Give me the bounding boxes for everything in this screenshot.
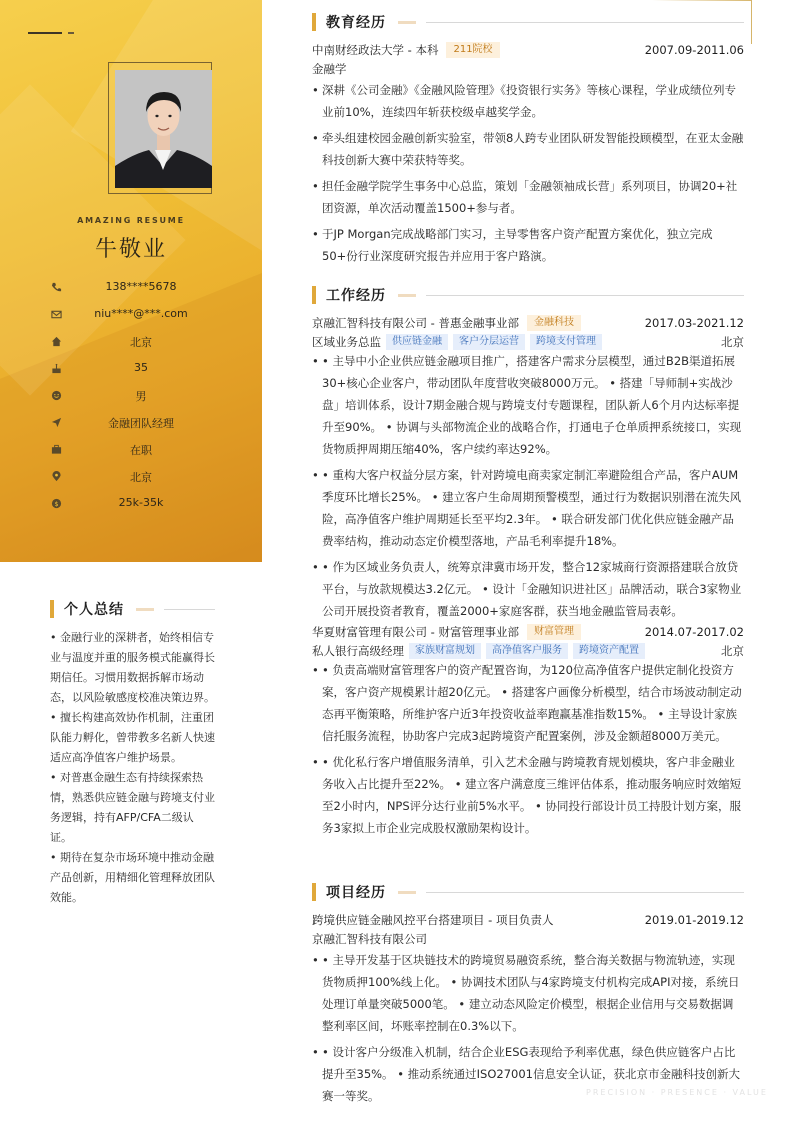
education-bullet: • 牵头组建校园金融创新实验室，带领8人跨专业团队研发智能投顾模型，在亚太金融科技创新大赛中荣获特等奖。 (312, 127, 744, 171)
section-header (50, 598, 215, 620)
location-icon (50, 470, 62, 482)
contact-info-list (48, 276, 238, 519)
education-entry-header (312, 40, 744, 60)
info-value: 25k-35k (118, 496, 164, 509)
section-rule (426, 892, 744, 893)
work-section (312, 284, 744, 843)
job-header (312, 622, 744, 642)
info-value: niu****@***.com (94, 307, 188, 320)
education-major: 金融学 (312, 61, 347, 76)
education-major-row (312, 60, 744, 77)
info-value: 138****5678 (105, 280, 177, 293)
job-role-row (312, 642, 744, 659)
education-period: 2007.09-2011.06 (644, 43, 744, 57)
job-bullet: • • 优化私行客户增值服务清单，引入艺术金融与跨境教育规划模块，客户非金融业务收入占比提升至22%。 • 建立客户满意度三维评估体系，推动服务响应时效缩短至2小时内，NPS评分达行业前5%水平。 • 协同投行部设计员工持股计划方案，服务3家拟上市企业完成股权激励架构设计。 (312, 751, 744, 839)
info-value: 北京 (130, 471, 152, 484)
phone-icon (50, 281, 62, 293)
info-row-age (48, 357, 238, 384)
section-header (312, 284, 744, 306)
decorative-lines (28, 32, 74, 34)
job-bullet: • • 负责高端财富管理客户的资产配置咨询，为120位高净值客户提供定制化投资方案，客户资产规模累计超20亿元。 • 搭建客户画像分析模型，结合市场波动制定动态再平衡策略，所维护客户近3年投资收益率跑赢基准指数15%。 • 主导设计家族信托服务流程，协助客户完成3起跨境资产配置案例，涉及金额超8000万美元。 (312, 659, 744, 747)
job-industry-tag: 财富管理 (527, 624, 581, 640)
job-bullet: • • 主导中小企业供应链金融项目推广，搭建客户需求分层模型，通过B2B渠道拓展30+核心企业客户，带动团队年度营收突破8000万元。 • 搭建「导师制+实战沙盘」培训体系，设计7期金融合规与跨境支付专题课程，团队新人6个月内达标率提升至90%。 • 协调与头部物流企业的战略合作，打通电子仓单质押系统接口，实现货物质押周期压缩40%，客户续约率达92%。 (312, 350, 744, 460)
skill-tag: 客户分层运营 (453, 334, 525, 350)
home-icon (50, 335, 62, 347)
section-dash (398, 294, 416, 297)
job-industry-tag: 金融科技 (527, 315, 581, 331)
projects-section (312, 881, 744, 1111)
skill-tag: 家族财富规划 (409, 643, 481, 659)
job-company: 京融汇智科技有限公司 - 普惠金融事业部 (312, 316, 519, 330)
education-bullet: • 于JP Morgan完成战略部门实习，主导零售客户资产配置方案优化，独立完成50+份行业深度研究报告并应用于客户路演。 (312, 223, 744, 267)
section-dash (398, 21, 416, 24)
project-name: 跨境供应链金融风控平台搭建项目 - 项目负责人 (312, 913, 554, 927)
section-title: 教育经历 (326, 15, 386, 31)
smile-icon (50, 389, 62, 401)
info-row-status (48, 438, 238, 465)
summary-list (50, 628, 215, 908)
resume-tagline: AMAZING RESUME (77, 216, 185, 225)
info-value: 男 (135, 390, 147, 403)
project-period: 2019.01-2019.12 (644, 913, 744, 927)
info-value: 北京 (130, 336, 152, 349)
project-company-row (312, 930, 744, 947)
job-city: 北京 (721, 334, 744, 349)
job-role: 私人银行高级经理 (312, 643, 404, 658)
svg-text:$: $ (53, 499, 59, 508)
education-bullet: • 深耕《公司金融》《金融风险管理》《投资银行实务》等核心课程，学业成绩位列专业前10%，连续四年斩获校级卓越奖学金。 (312, 79, 744, 123)
education-section (312, 11, 744, 271)
skill-tag: 高净值客户服务 (486, 643, 568, 659)
job-role: 区域业务总监 (312, 334, 381, 349)
project-bullet: • • 设计客户分级准入机制，结合企业ESG表现给予利率优惠，绿色供应链客户占比提升至35%。 • 推动系统通过ISO27001信息安全认证，获北京市金融科技创新大赛一等奖。 (312, 1041, 744, 1107)
summary-item: • 擅长构建高效协作机制，注重团队能力孵化，曾带教多名新人快速适应高净值客户维护场景。 (50, 711, 215, 764)
summary-item: • 对普惠金融生态有持续探索热情，熟悉供应链金融与跨境支付业务逻辑，持有AFP/CFA二级认证。 (50, 771, 215, 844)
mail-icon (50, 308, 62, 320)
briefcase-icon (50, 443, 62, 455)
footer-watermark: PRECISION · PRESENCE · VALUE (586, 1088, 768, 1097)
section-header (312, 881, 744, 903)
section-title: 个人总结 (64, 602, 124, 618)
section-rule (164, 609, 215, 610)
section-title: 项目经历 (326, 885, 386, 901)
info-row-position (48, 411, 238, 438)
info-value: 35 (134, 361, 148, 374)
summary-item: • 期待在复杂市场环境中推动金融产品创新，用精细化管理释放团队效能。 (50, 851, 215, 904)
section-rule (426, 295, 744, 296)
money-icon (50, 497, 62, 509)
send-icon (50, 416, 62, 428)
section-rule (426, 22, 744, 23)
cake-icon (50, 362, 62, 374)
skill-tag: 跨境支付管理 (530, 334, 602, 350)
profile-photo (115, 70, 212, 188)
job-bullet: • • 重构大客户权益分层方案，针对跨境电商卖家定制汇率避险组合产品，客户AUM季度环比增长25%。 • 建立客户生命周期预警模型，通过行为数据识别潜在流失风险，高净值客户维护周期延长至平均2.3年。 • 联合研发部门优化供应链金融产品费率结构，推动动态定价模型落地，产品毛利率提升18%。 (312, 464, 744, 552)
info-value: 在职 (130, 444, 152, 457)
job-bullets (312, 659, 744, 839)
project-company: 京融汇智科技有限公司 (312, 931, 427, 946)
job-company: 华夏财富管理有限公司 - 财富管理事业部 (312, 625, 519, 639)
info-row-location (48, 465, 238, 492)
school-name: 中南财经政法大学 - 本科 (312, 43, 439, 57)
project-bullets (312, 949, 744, 1107)
section-dash (136, 608, 154, 611)
section-header (312, 11, 744, 33)
section-dash (398, 891, 416, 894)
education-bullet: • 担任金融学院学生事务中心总监，策划「金融领袖成长营」系列项目，协调20+社团资源，单次活动覆盖1500+参与者。 (312, 175, 744, 219)
section-accent-bar (312, 286, 316, 304)
summary-item: • 金融行业的深耕者，始终相信专业与温度并重的服务模式能赢得长期信任。习惯用数据拆解市场动态，以风险敏感度校准决策边界。 (50, 631, 215, 704)
summary-section (50, 598, 215, 908)
job-header (312, 313, 744, 333)
info-row-phone (48, 276, 238, 303)
job-period: 2014.07-2017.02 (644, 625, 744, 639)
education-bullets (312, 79, 744, 267)
section-accent-bar (312, 883, 316, 901)
info-row-salary (48, 492, 238, 519)
job-period: 2017.03-2021.12 (644, 316, 744, 330)
job-role-row (312, 333, 744, 350)
skill-tag: 供应链金融 (386, 334, 448, 350)
section-accent-bar (50, 600, 54, 618)
info-row-home (48, 330, 238, 357)
info-value: 金融团队经理 (108, 417, 174, 430)
skill-tag: 跨境资产配置 (573, 643, 645, 659)
candidate-name: 牛敬业 (94, 237, 167, 262)
job-city: 北京 (721, 643, 744, 658)
project-bullet: • • 主导开发基于区块链技术的跨境贸易融资系统，整合海关数据与物流轨迹，实现货物质押100%线上化。 • 协调技术团队与4家跨境支付机构完成API对接，系统日处理订单量突破5000笔。 • 建立动态风险定价模型，根据企业信用与交易数据调整利率区间，坏账率控制在0.3%以下。 (312, 949, 744, 1037)
info-row-email (48, 303, 238, 330)
job-bullets (312, 350, 744, 622)
info-row-gender (48, 384, 238, 411)
profile-panel (0, 0, 262, 562)
section-title: 工作经历 (326, 288, 386, 304)
job-bullet: • • 作为区域业务负责人，统筹京津冀市场开发，整合12家城商行资源搭建联合放贷平台，与放款规模达3.2亿元。 • 设计「金融知识进社区」品牌活动，联合3家物业公司开展投资者教育，覆盖2000+家庭客群，获当地金融监管局表彰。 (312, 556, 744, 622)
section-accent-bar (312, 13, 316, 31)
project-header (312, 910, 744, 930)
school-tag: 211院校 (446, 42, 499, 58)
